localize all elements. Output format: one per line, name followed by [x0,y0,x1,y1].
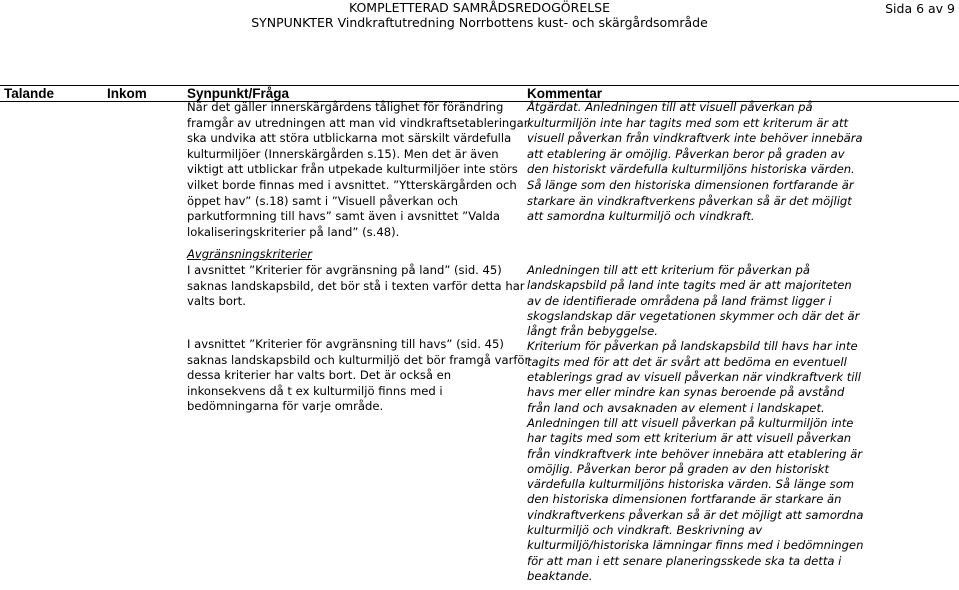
text-line: Kriterium för påverkan på landskapsbild till havs har inte [527,339,858,354]
text-line: kulturmiljön inte har tagits med som ett kriterum är att [527,115,849,130]
text-line: beaktande. [527,568,593,583]
column-kommentar: Kommentar [527,86,603,101]
text-line: parkutformning till havs” samt även i avsnittet ”Valda [187,209,500,224]
text-line: Anledningen till att visuell påverkan på kulturmiljön inte [527,415,854,430]
text-line: dessa kriterier har valts bort. Det är också en [187,368,452,383]
section-heading: Avgränsningskriterier [187,247,312,261]
text-line: Åtgärdat. Anledningen till att visuell påverkan på [527,100,813,114]
text-line: I avsnittet ”Kriterier för avgränsning på land” (sid. 45) [187,263,502,277]
text-line: från land och avsaknaden av element i landskapet. [527,400,825,415]
column-synpunkt: Synpunkt/Fråga [187,86,290,101]
text-line: Så länge som den historiska dimensionen fortfarande är [527,177,854,192]
text-line: kulturmiljöer (Innerskärgården s.15). Men det är även [187,146,499,161]
text-line: av de identifierade områdena på land främst ligger i [527,293,832,308]
text-line: skogslandskap där vegetationen skymmer och där det är [527,308,860,323]
row1-synpunkt [187,100,529,240]
text-line: havs mer eller mindre kan synas beroende på avstånd [527,385,845,400]
text-line: den historiska dimensionen fortfarande är starkare än [527,492,842,507]
text-line: När det gäller innerskärgårdens tålighet för förändring [187,100,504,114]
text-line: lokaliseringskriterier på land” (s.48). [187,224,400,239]
text-line: I avsnittet ”Kriterier för avgränsning till havs” (sid. 45) [187,337,504,351]
document-title: KOMPLETTERAD SAMRÅDSREDOGÖRELSE [348,0,611,15]
text-line: tagits med för att det är svårt att bedöma en eventuell [527,354,847,369]
text-line: etablerings grad av visuell påverkan när vindkraftverk till [527,370,861,385]
text-line: framgår av utredningen att man vid vindkraftsetableringar [187,115,529,130]
text-line: att samordna kulturmiljö och vindkraft. [527,209,755,224]
text-line: visuell påverkan från vindkraftverk inte behöver innebära [527,131,863,146]
column-inkom: Inkom [107,86,147,101]
text-line: viktigt att utblickar från utpekade kulturmiljöer inte störs [187,162,518,177]
text-line: valts bort. [187,294,246,309]
text-line: Anledningen till att ett kriterium för påverkan på [527,263,810,277]
text-line: landskapsbild på land inte tagits med är att majoriteten [527,278,852,293]
text-line: den historiskt värdefulla kulturmiljöns historiska värden. [527,162,855,177]
page-number: Sida 6 av 9 [885,1,955,16]
text-line: långt från bebyggelse. [527,324,658,339]
text-line: saknas landskapsbild och kulturmiljö det bör framgå varför [187,352,530,367]
text-line: öppet hav” (s.18) samt i ”Visuell påverkan och [187,193,459,208]
text-line: kulturmiljö/historiska lämningar finns med i bedömningen [527,538,864,553]
text-line: från vindkraftverk inte behöver innebära att etablering är [527,446,863,461]
text-line: kulturmiljö och vindkraft. Beskrivning av [527,523,763,538]
text-line: att etablering är omöjlig. Påverkan beror på graden av [527,146,845,161]
text-line: starkare än vindkraftverkens påverkan så är det möjligt [527,193,852,208]
document-subtitle: SYNPUNKTER Vindkraftutredning Norrbottens kust- och skärgårdsområde [251,15,708,30]
row2-synpunkt-a [187,263,525,310]
text-line: har tagits med som ett kriterium är att visuell påverkan [527,431,852,446]
row2-synpunkt-b [187,337,529,415]
row1-kommentar [527,100,863,225]
text-line: vilket borde finnas med i avsnittet. ”Ytterskärgården och [187,177,517,192]
text-line: omöjlig. Påverkan beror på graden av den historiskt [527,461,830,476]
text-line: ska undvika att störa utblickarna mot särskilt värdefulla [187,131,512,146]
column-talande: Talande [4,86,55,101]
row2-kommentar [527,263,864,584]
text-line: bedömningarna för varje område. [187,399,384,414]
text-line: saknas landskapsbild, det bör stå i texten varför detta har [187,278,525,293]
text-line: vindkraftverkens påverkan så är det möjligt att samordna [527,507,864,522]
text-line: för att man i ett senare planeringsskede ska ta detta i [527,553,842,568]
text-line: inkonsekvens då t ex kulturmiljö finns med i [187,383,443,398]
text-line: värdefulla kulturmiljöns historiska värden. Så länge som [527,477,855,492]
